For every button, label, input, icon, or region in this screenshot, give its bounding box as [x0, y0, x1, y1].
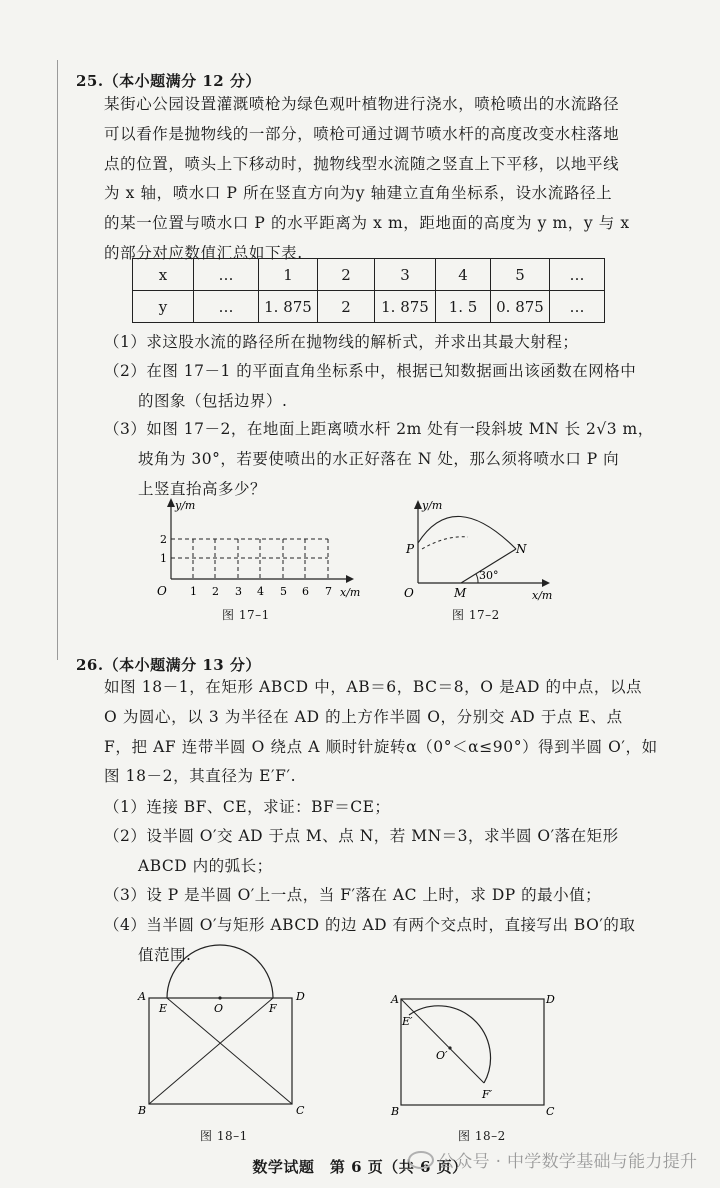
point-P-label: P [406, 542, 415, 556]
table-cell: 2 [318, 259, 375, 291]
table-cell: 1 [259, 259, 318, 291]
center-O [218, 996, 221, 999]
figure-18-1 [130, 938, 310, 1123]
point-A-label: A [138, 990, 146, 1003]
figure-18-2 [386, 985, 566, 1125]
caption-18-2: 图 18–2 [458, 1129, 506, 1143]
q26-part-line: （2）设半圆 O′交 AD 于点 M、点 N，若 MN＝3，求半圆 O′落在矩形 [104, 827, 619, 845]
point-F-label: F [269, 1002, 277, 1015]
table-cell: x [133, 259, 194, 291]
q25-line: 点的位置，喷头上下移动时，抛物线型水流随之竖直上下平移，以地平线 [104, 154, 620, 173]
q25-part-2 [104, 357, 636, 417]
q26-part-line: ABCD 内的弧长； [138, 856, 273, 875]
table-cell: … [550, 291, 605, 323]
point-D-label: D [546, 993, 555, 1006]
x-axis-label: x/m [340, 586, 361, 599]
point-F-prime-label: F′ [482, 1088, 493, 1101]
y-tick-label: 2 [160, 533, 167, 546]
raised-path-dashed [422, 537, 468, 549]
semicircle-O-prime [409, 1006, 491, 1083]
parabola-path [418, 516, 516, 549]
table-row-y [133, 291, 605, 323]
q26-line: F，把 AF 连带半圆 O 绕点 A 顺时针旋转α（0°＜α≤90°）得到半圆 O′，如 [104, 737, 658, 756]
q25-part-line: 坡角为 30°，若要使喷出的水正好落在 N 处，那么须将喷水口 P 向 [138, 449, 620, 468]
y-tick-label: 1 [160, 552, 167, 565]
point-A-label: A [391, 993, 399, 1006]
center-O-prime [448, 1046, 451, 1049]
table-cell: 3 [375, 259, 436, 291]
point-O-prime-label: O′ [436, 1049, 448, 1062]
point-B-label: B [138, 1104, 147, 1117]
q26-part-1 [104, 793, 390, 823]
origin-label: O [404, 586, 414, 600]
x-axis-arrow [346, 575, 354, 583]
q25-part-1 [104, 328, 578, 358]
table-cell: 2 [318, 291, 375, 323]
x-axis-label: x/m [532, 589, 553, 602]
x-tick-label: 6 [302, 585, 309, 598]
point-E-label: E [159, 1002, 168, 1015]
q26-line: 图 18－2，其直径为 E′F′. [104, 767, 297, 786]
q25-line: 某街心公园设置灌溉喷枪为绿色观叶植物进行浇水，喷枪喷出的水流路径 [104, 95, 620, 113]
q26-line: 如图 18－1，在矩形 ABCD 中，AB＝6，BC＝8，O 是AD 的中点，以点 [104, 678, 643, 696]
table-cell: 1. 5 [436, 291, 491, 323]
y-axis-arrow [167, 498, 175, 507]
x-tick-label: 5 [280, 585, 287, 598]
point-C-label: C [546, 1105, 555, 1118]
x-tick-label: 3 [235, 585, 242, 598]
x-tick-label: 1 [190, 585, 197, 598]
origin-label: O [157, 584, 167, 598]
x-tick-label: 2 [212, 585, 219, 598]
grid-17-1 [171, 539, 328, 579]
wechat-icon [408, 1151, 434, 1169]
y-axis-label: y/m [175, 499, 196, 512]
q26-line: O 为圆心，以 3 为半径在 AD 的上方作半圆 O，分别交 AD 于点 E、点 [104, 707, 623, 726]
figure-17-1 [146, 495, 366, 607]
table-cell: 1. 875 [375, 291, 436, 323]
point-O-label: O [214, 1002, 224, 1015]
x-axis-arrow [542, 579, 550, 587]
x-tick-label: 4 [257, 585, 264, 598]
x-tick-label: 7 [325, 585, 332, 598]
caption-17-2: 图 17–2 [452, 608, 500, 622]
q26-part-line: （3）设 P 是半圆 O′上一点，当 F′落在 AC 上时，求 DP 的最小值； [104, 886, 602, 904]
point-N-label: N [516, 542, 527, 556]
q25-line: 为 x 轴，喷水口 P 所在竖直方向为y 轴建立直角坐标系，设水流路径上 [104, 184, 613, 203]
q26-part-3 [104, 881, 601, 911]
margin-line [57, 60, 58, 660]
y-axis-arrow [414, 500, 422, 509]
angle-arc [476, 574, 478, 583]
q26-heading: 26.（本小题满分 13 分） [76, 656, 261, 674]
q25-part-3 [104, 415, 654, 504]
point-E-prime-label: E′ [402, 1015, 413, 1028]
watermark [408, 1147, 697, 1172]
table-cell: 5 [491, 259, 550, 291]
y-axis-label: y/m [422, 499, 443, 512]
figure-17-2 [396, 495, 556, 607]
q25-part-line: （2）在图 17－1 的平面直角坐标系中，根据已知数据画出该函数在网格中 [104, 362, 637, 380]
table-row-x [133, 259, 605, 291]
q25-part-line: 的图象（包括边界）. [138, 391, 288, 410]
q25-part-line: （3）如图 17－2，在地面上距离喷水杆 2m 处有一段斜坡 MN 长 2√3 m， [104, 420, 654, 438]
segment-BF [149, 998, 273, 1104]
q25-line: 可以看作是抛物线的一部分，喷枪可通过调节喷水杆的高度改变水柱落地 [104, 124, 620, 143]
table-cell: y [133, 291, 194, 323]
table-cell: … [550, 259, 605, 291]
q26-part-line: 值范围. [138, 945, 192, 964]
q26-part-line: （1）连接 BF、CE，求证：BF＝CE； [104, 798, 391, 816]
caption-18-1: 图 18–1 [200, 1129, 248, 1143]
point-B-label: B [391, 1105, 400, 1118]
q25-part-line: 上竖直抬高多少？ [138, 479, 267, 498]
point-M-label: M [454, 586, 467, 600]
q25-value-table [132, 258, 605, 323]
q25-line: 的某一位置与喷水口 P 的水平距离为 x m，距地面的高度为 y m，y 与 x [104, 214, 630, 233]
angle-label: 30° [479, 569, 499, 582]
table-cell: 0. 875 [491, 291, 550, 323]
watermark-text: 公众号 · 中学数学基础与能力提升 [438, 1152, 698, 1172]
rectangle-ABCD [401, 999, 544, 1105]
page-footer: 数学试题 第 6 页（共 6 页） [252, 1158, 468, 1176]
q26-statement [104, 673, 658, 792]
point-D-label: D [296, 990, 305, 1003]
q26-part-line: （4）当半圆 O′与矩形 ABCD 的边 AD 有两个交点时，直接写出 BO′的取 [104, 916, 636, 934]
point-C-label: C [296, 1104, 305, 1117]
q26-part-2 [104, 822, 619, 882]
table-cell: 4 [436, 259, 491, 291]
table-cell: … [194, 291, 259, 323]
q25-line: 的部分对应数值汇总如下表. [104, 243, 303, 262]
q25-part-line: （1）求这股水流的路径所在抛物线的解析式，并求出其最大射程； [104, 333, 579, 351]
caption-17-1: 图 17–1 [222, 608, 270, 622]
q25-heading: 25.（本小题满分 12 分） [76, 72, 261, 90]
semicircle-O [167, 945, 273, 998]
table-cell: 1. 875 [259, 291, 318, 323]
q25-statement [104, 90, 630, 269]
table-cell: … [194, 259, 259, 291]
